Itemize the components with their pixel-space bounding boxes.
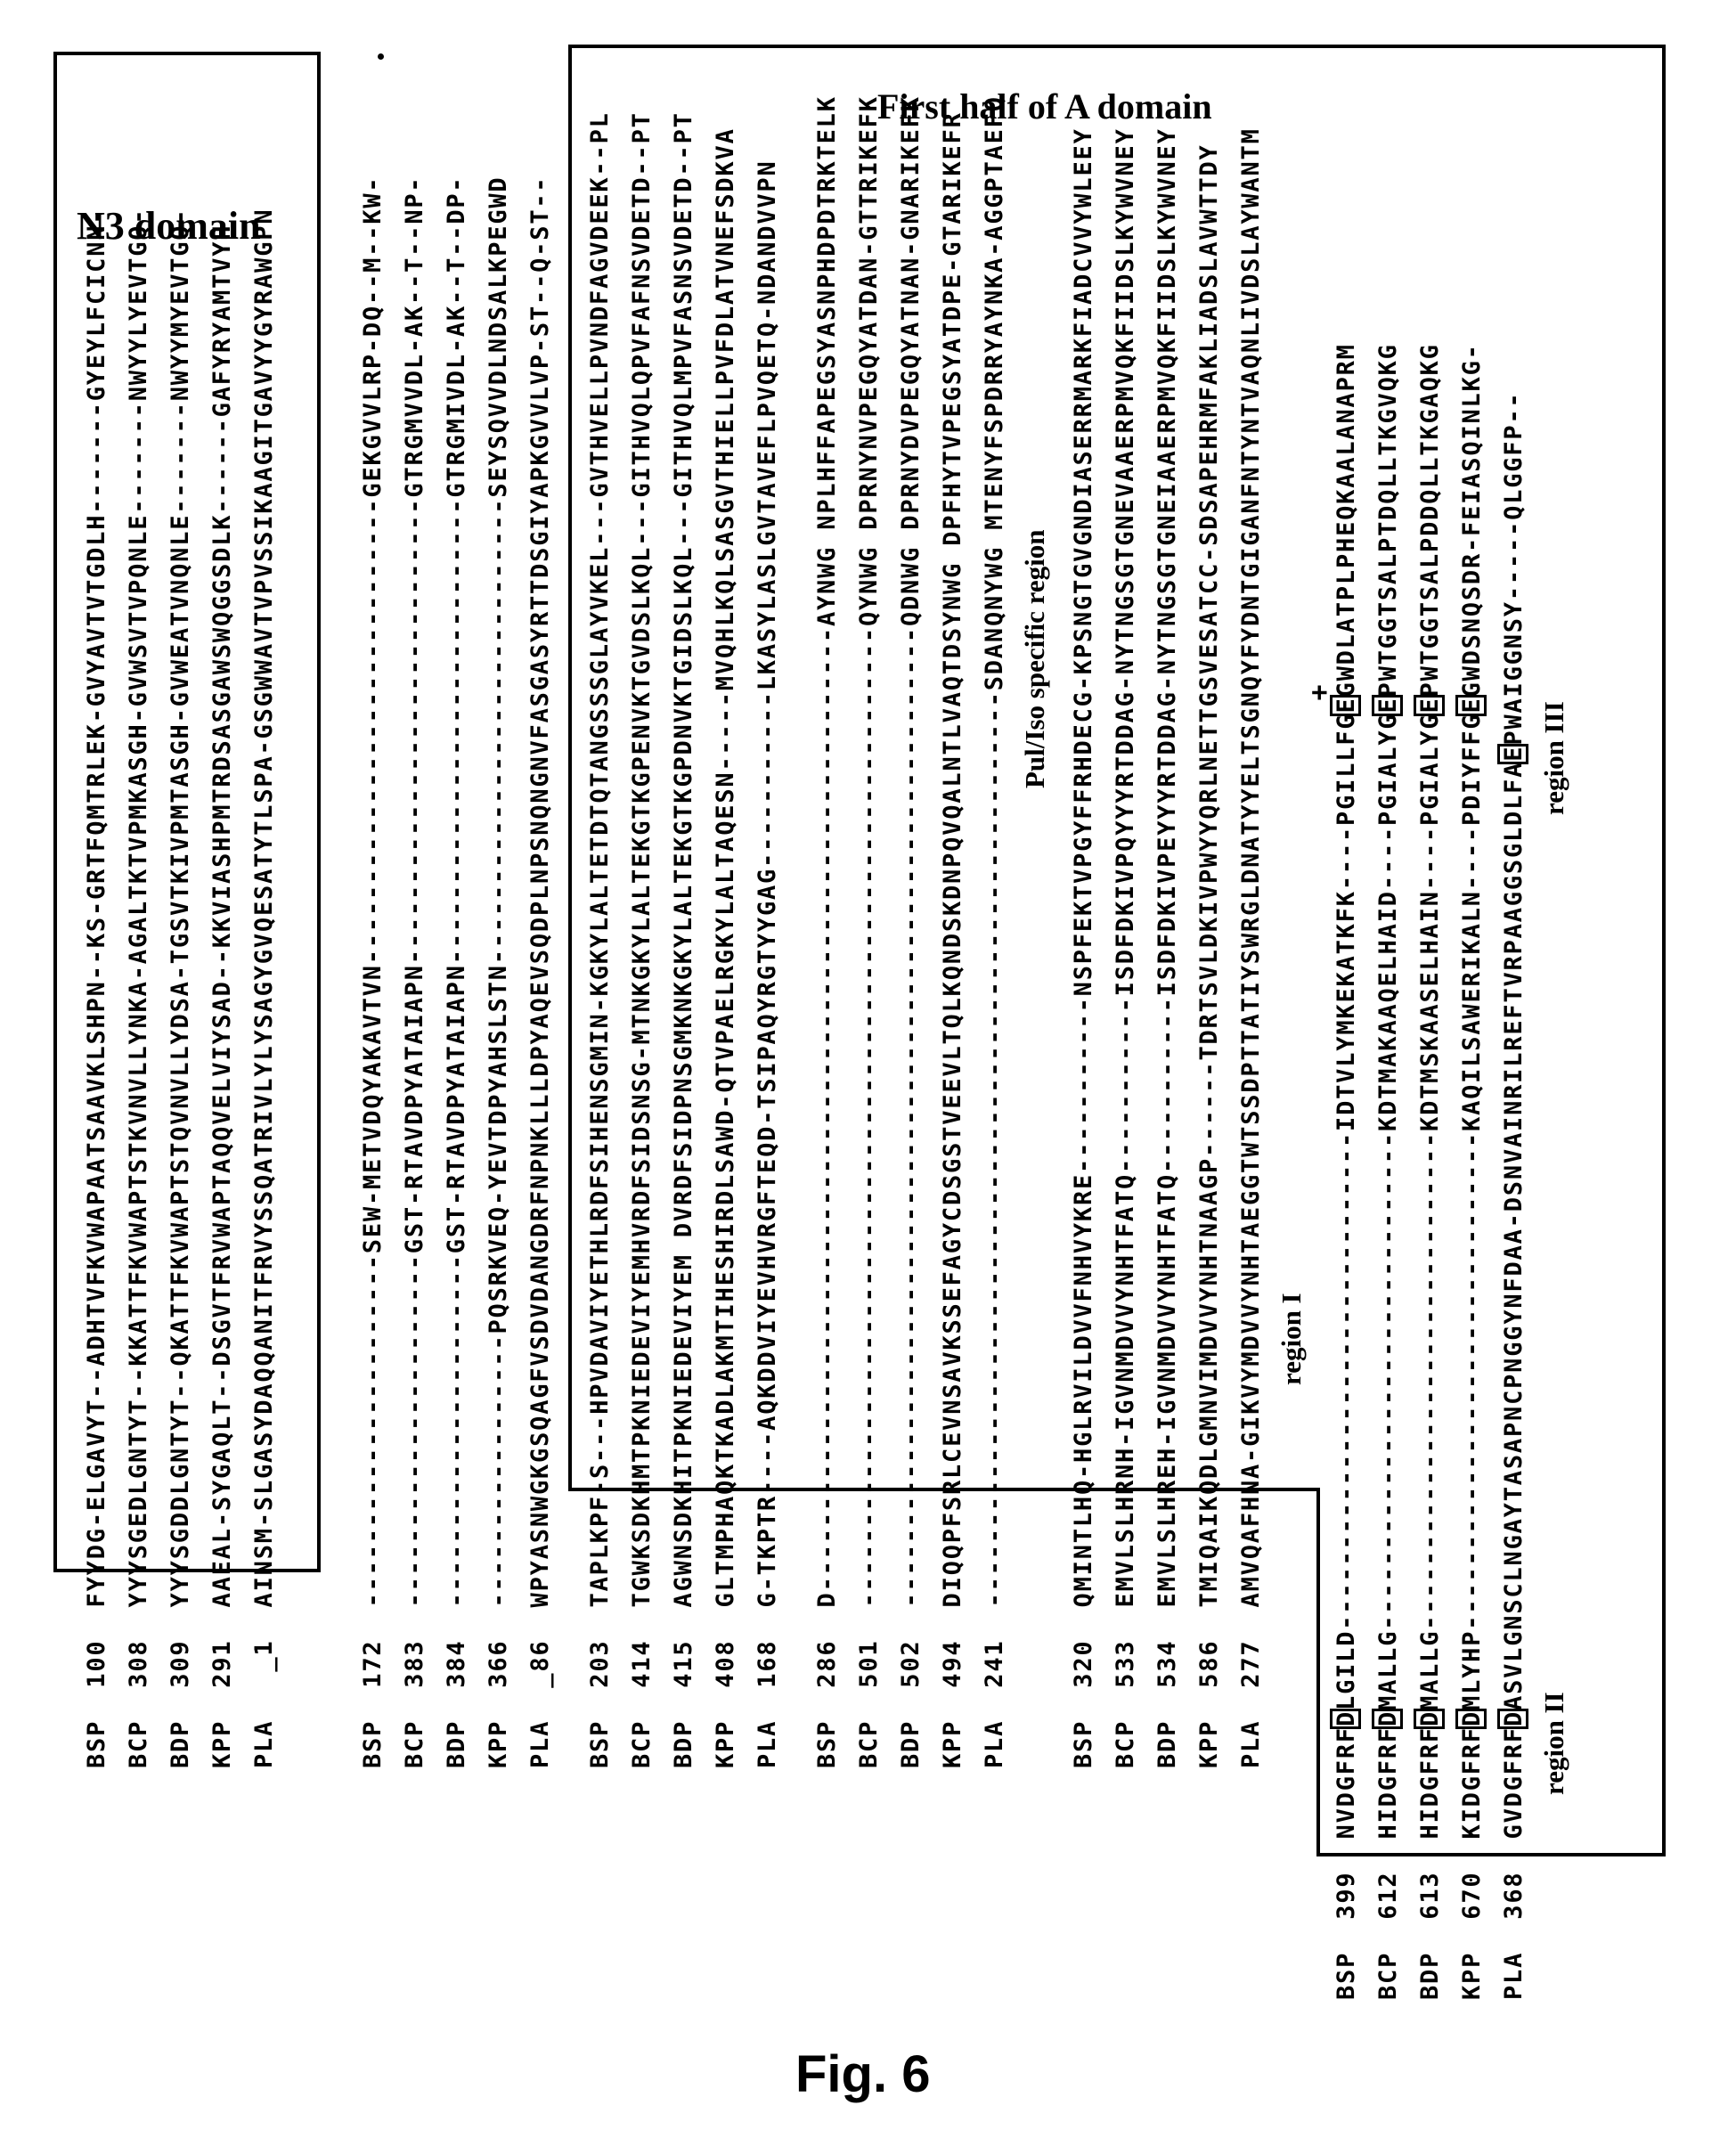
alignment-row	[1104, 102, 1146, 1768]
row-label: PLA 368	[1500, 1839, 1528, 2000]
row-sequence: YYYSGEDLGNTYT--KKATTFKVWAPTSTKVNVLLYNKA-AGALTKTVPMKASGH-GVWSVTVPQNLE-------NWYYLYEVTGQ-	[125, 208, 152, 1608]
row-sequence: FYYDG-ELGAVYT--ADHTVFKVWAPAATSAAVKLSHPN--KS-GRTFQMTRLEK-GVYAVTVTGDLH-------GYEYLFCICNN-	[83, 208, 110, 1608]
alignment-row	[519, 102, 561, 1768]
alignment-row	[705, 102, 746, 1768]
alignment-group-3	[579, 102, 788, 1768]
row-label: BSP 286	[813, 1607, 841, 1768]
row-label: BCP 612	[1374, 1839, 1402, 2000]
alignment-row	[243, 102, 285, 1768]
alignment-row	[394, 102, 436, 1768]
row-sequence: -------------------------------------------------------------QYNWG DPRNYNVPEGQYATDAN-GTTRIKEFK	[855, 95, 883, 1608]
row-sequence: G-TKPTR----AQKDDVIYEVHVRGFTEQD-TSIPAQYRGTYYGAG-----------LKASYLASLGVTAVEFLPVQETQ-NDANDVVPN	[754, 159, 781, 1608]
alignment-row	[1063, 102, 1104, 1768]
alignment-row	[159, 102, 201, 1768]
boxed-residue: E	[1374, 697, 1402, 714]
row-sequence: TAPLKPF-S---HPVDAVIYETHLRDFSIHENSGMIN-KGKYLALTETDTQTANGSSSGLAYVKEL---GVTHVELLPVNDFAGVDEEK--PL	[586, 111, 614, 1608]
region-label: region I	[1276, 1293, 1307, 1385]
row-label: BDP 502	[897, 1607, 925, 1768]
row-label: BSP 320	[1070, 1607, 1097, 1768]
row-label: PLA 277	[1237, 1607, 1265, 1768]
row-label: BCP 383	[401, 1607, 428, 1768]
n3-domain-title: N3 domain	[77, 204, 261, 248]
annotation-line	[1535, 111, 1577, 2000]
row-label: PLA 241	[981, 1607, 1008, 1768]
row-sequence: -----------------PQSRKVEQ-YEVTDPYAHSLSTN-----------------------------SEYSQVVDLNDSALKPEGWD	[485, 175, 512, 1608]
row-sequence: EMVLSLHRNH-IGVNMDVVYNHTFATQ-----------ISDFDKIVPQYYYRTDDAG-NYTNGSGTGNEVAAERPMVQKFIIDSLKYWVNEY	[1112, 127, 1139, 1608]
alignment-row	[1325, 111, 1367, 2000]
alignment-group-2	[352, 102, 561, 1768]
row-label: BDP 384	[443, 1607, 470, 1768]
annotation-line	[1015, 94, 1057, 1768]
alignment-row	[1367, 111, 1409, 2000]
row-label: BSP 203	[586, 1607, 614, 1768]
region-label: region II	[1538, 1692, 1569, 1795]
boxed-residue: D	[1333, 1709, 1360, 1727]
row-sequence: WPYASNWGKGSQAGFVSDVDANGDRFNPNKLLLDPYAQEVSQDPLNPSNQNGNVFASGASYRTTDSGIYAPKGVVLVP-ST--Q-ST--	[526, 175, 554, 1608]
alignment-row	[1230, 102, 1272, 1768]
alignment-row	[201, 102, 243, 1768]
alignment-row	[1493, 111, 1535, 2000]
row-label: KPP 291	[208, 1607, 236, 1768]
row-sequence: DIQQPFSRLCEVNSAVKSSEFAGYCDSGSTVEEVLTQLKQNDSKDNPQVQALNTLVAQTDSYNWG DPFHYTVPEGSYATDPE-GTARIKEFR	[939, 111, 966, 1608]
alignment-row	[118, 102, 159, 1768]
alignment-row	[1146, 102, 1188, 1768]
row-label: BCP 414	[628, 1607, 656, 1768]
alignment-row	[352, 102, 394, 1768]
row-label: KPP 366	[485, 1607, 512, 1768]
row-label: KPP 494	[939, 1607, 966, 1768]
row-label: BCP 501	[855, 1607, 883, 1768]
row-sequence: KIDGFRFDMLYHP-------------------------------KAQILSAWERIKALN----PDIYFFGEGWDSNQSDR-FEIASQINLKG-	[1458, 343, 1486, 1840]
row-label: PLA _86	[526, 1607, 554, 1768]
row-label: BCP 533	[1112, 1607, 1139, 1768]
alignment-row	[932, 94, 974, 1768]
row-label: BDP 415	[670, 1607, 697, 1768]
row-sequence: ---------------------------------------------------------SDANQNYWG MTENYFSPDRRYAYNKA-AGGPTAEFQ	[981, 95, 1008, 1608]
figure-caption: Fig. 6	[795, 2045, 931, 2103]
row-sequence: HIDGFRFDMALLG-------------------------------KDTMSKAASELHAIN----PGIALYGEPWTGGTSALPDDQLLTKGAQKG	[1416, 343, 1444, 1840]
row-label: KPP 670	[1458, 1839, 1486, 2000]
row-sequence: ----------------------GST-RTAVDPYATAIAPN-----------------------------GTRGMVVDL-AK--T--NP-	[401, 175, 428, 1608]
boxed-residue: D	[1500, 1709, 1528, 1727]
row-sequence: EMVLSLHREH-IGVNMDVVYNHTFATQ-----------ISDFDKIVPEYYYRTDDAG-NYTNGSGTGNEIAAERPMVQKFIIDSLKYWVNEY	[1153, 127, 1181, 1608]
a-domain-title: First half of A domain	[877, 86, 1212, 126]
row-sequence: -------------------------------------------------------------QDNWG DPRNYDVPEGQYATNAN-GNARIKEFK	[897, 95, 925, 1608]
region-label: region III	[1538, 701, 1569, 815]
boxed-residue: E	[1416, 697, 1444, 714]
alignment-group-4	[806, 94, 1057, 1768]
boxed-residue: D	[1458, 1709, 1486, 1727]
row-sequence: ----------------------GST-RTAVDPYATAIAPN-----------------------------GTRGMIVDL-AK--T--DP-	[443, 175, 470, 1608]
row-sequence: GLTMPHAQKTKADLAKMTIHESHIRDLSAWD-QTVPAELRGKYLALTAQESN-----MVQHLKQLSASGVTHIELLPVFDLATVNEFSDKVA	[712, 127, 739, 1608]
alignment-row	[76, 102, 118, 1768]
boxed-residue: D	[1374, 1709, 1402, 1727]
alignment-row	[848, 94, 890, 1768]
boxed-residue: D	[1416, 1709, 1444, 1727]
boxed-residue: + E	[1333, 697, 1360, 713]
row-label: BDP 613	[1416, 1839, 1444, 2000]
row-sequence: AMVQAFHNA-GIKVYMDVVYNHTAEGGTWTSSDPTTATIYSWRGLDNATYYELTSGNQYFYDNTGIGANFNTYNTVAQNLIVDSLAYWANTM	[1237, 127, 1265, 1608]
row-sequence: YYYSGDDLGNTYT--QKATTFKVWAPTSTQVNVLLYDSA-TGSVTKIVPMTASGH-GVWEATVNQNLE-------NWYYMYEVTGQ-	[167, 208, 194, 1608]
boxed-residue: E	[1458, 697, 1486, 714]
row-sequence: AAEAL-SYGAQLT--DSGVTFRVWAPTAQQVELVIYSAD--KKVIASHPMTRDSASGAWSWQGGSDLK------GAFYRYAMTVYH	[208, 224, 236, 1608]
row-sequence: HIDGFRFDMALLG-------------------------------KDTMAKAAQELHAID----PGIALYGEPWTGGTSALPTDQLLTKGVQKG	[1374, 343, 1402, 1840]
row-label: BSP 399	[1333, 1839, 1360, 2000]
alignment-row	[663, 102, 705, 1768]
row-label: PLA _1	[250, 1607, 278, 1768]
row-sequence: GVDGFRFDASVLGNSCLNGAYTASAPNCPNGGYNFDAA-DSNVAINRILREFTVRPAAGGSGLDLFAEPWAIGGNSY-----QLGGFP--	[1500, 391, 1528, 1840]
row-sequence: AGWNSDKHITPKNIEDEVIYEM DVRDFSIDPNSGMKNKGKYLALTEKGTKGPDNVKTGIDSLKQL---GITHVQLMPVFASNSVDETD--PT	[670, 111, 697, 1608]
alignment-row	[436, 102, 477, 1768]
row-label: PLA 168	[754, 1607, 781, 1768]
alignment-row	[974, 94, 1015, 1768]
alignment-row	[621, 102, 663, 1768]
alignment-row	[477, 102, 519, 1768]
row-label: KPP 586	[1195, 1607, 1223, 1768]
boxed-residue: E	[1500, 745, 1528, 762]
row-label: BSP 100	[83, 1607, 110, 1768]
row-label: BCP 308	[125, 1607, 152, 1768]
print-artifact-dot	[378, 53, 384, 60]
alignment-group-6	[1325, 111, 1577, 2000]
row-sequence: ----------------------SEW-METVDQYAKAVTVN-----------------------------GEKGVVLRP-DQ--M--KW-	[359, 175, 387, 1608]
row-label: BSP 172	[359, 1607, 387, 1768]
alignment-row	[746, 102, 788, 1768]
row-label: KPP 408	[712, 1607, 739, 1768]
alignment-row	[806, 94, 848, 1768]
alignment-group-5	[1063, 102, 1314, 1768]
annotation-line	[1272, 102, 1314, 1768]
row-sequence: QMINTLHQ-HGLRVILDVVFNHVYKRE-----------NSPFEKTVPGYFFRHDECG-KPSNGTGVGNDIASERRMARKFIADCVVYWLEEY	[1070, 127, 1097, 1608]
row-sequence: NVDGFRFDLGILD-------------------------------IDTVLYMKEKATKFK----PGILLFG+ EGWDLATPLPHEQKAALANAPRM	[1333, 343, 1360, 1839]
alignment-row	[1188, 102, 1230, 1768]
row-sequence: TGWKSDKHMTPKNIEDEVIYEMHVRDFSIDSNSG-MTNKGKYLALTEKGTKGPENVKTGVDSLKQL---GITHVQLQPVFAFNSVDETD--PT	[628, 111, 656, 1608]
alignment-row	[579, 102, 621, 1768]
alignment-group-1	[76, 102, 285, 1768]
row-sequence: D------------------------------------------------------------AYNWG NPLHFFAPEGSYASNPHDPDTRKTELK	[813, 95, 841, 1608]
row-label: BDP 534	[1153, 1607, 1181, 1768]
row-label: BDP 309	[167, 1607, 194, 1768]
alignment-row	[1451, 111, 1493, 2000]
row-sequence: TMIQAIKQDLGMNVIMDVVYNHTNAAGP------TDRTSVLDKIVPWYYQRLNETTGSVESATCC-SDSAPEHRMFAKLIADSLAVWTTDY	[1195, 143, 1223, 1608]
alignment-row	[890, 94, 932, 1768]
alignment-row	[1409, 111, 1451, 2000]
region-label: Pul/Iso specific region	[1019, 529, 1050, 788]
row-sequence: AINSM-SLGASYDAQQANITFRVYSSQATRIVLYLYSAGYGVQESATYTLSPA-GSGWWAVTVPVSSIKAAGITGAVYYGYRAWGPN	[250, 208, 278, 1608]
